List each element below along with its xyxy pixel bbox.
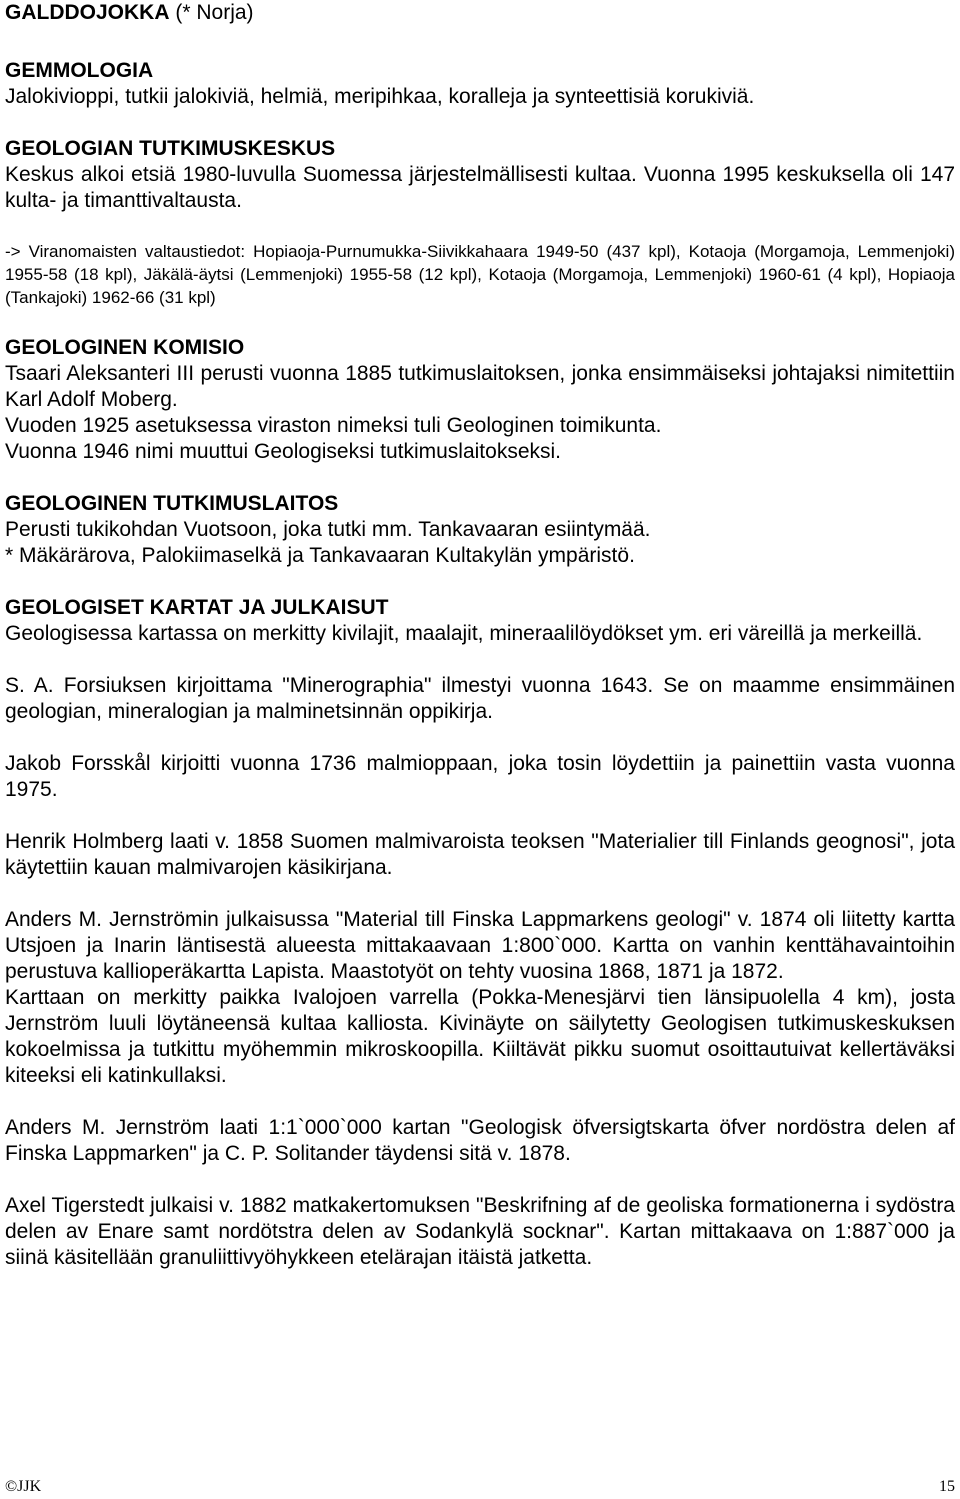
text-kartat-3: Jakob Forsskål kirjoitti vuonna 1736 malmioppaan, joka tosin löydettiin ja painettiin vasta vuonna 1975. [5,752,955,801]
page-footer [5,1478,955,1496]
heading-laitos: GEOLOGINEN TUTKIMUSLAITOS [5,492,339,515]
text-kartat-2: S. A. Forsiuksen kirjoittama "Minerographia" ilmestyi vuonna 1643. Se on maamme ensimmäinen geologian, mineralogian ja malminetsinnän oppikirja. [5,674,955,723]
text-komisio-2: Vuoden 1925 asetuksessa viraston nimeksi tuli Geologinen toimikunta. [5,414,662,437]
heading-kartat: GEOLOGISET KARTAT JA JULKAISUT [5,596,389,619]
text-kartat-6: Karttaan on merkitty paikka Ivalojoen varrella (Pokka-Menesjärvi tien länsipuolella 4 km), josta Jernström luuli löytäneensä kultaa kalliosta. Kivinäyte on säilytetty Geologisen tutkimuskeskuksen kokoelmissa ja tutkittu myöhemmin mikroskoopilla. Kiiltävät pikku suomut osoittautuivat kellertäväksi kiteeksi eli katinkullaksi. [5,986,955,1087]
text-laitos-2: * Mäkärärova, Palokiimaselkä ja Tankavaaran Kultakylän ympäristö. [5,544,635,567]
text-kartat-4: Henrik Holmberg laati v. 1858 Suomen malmivaroista teoksen "Materialier till Finlands geognosi", jota käytettiin kauan malmivarojen käsikirjana. [5,830,955,879]
text-kartat-5: Anders M. Jernströmin julkaisussa "Material till Finska Lappmarkens geologi" v. 1874 oli liitetty kartta Utsjoen ja Inarin läntisestä alueesta mittakaavaan 1:800`000. Kartta on vanhin kenttähavaintoihin perustuva kallioperäkartta Lapista. Maastotyöt on tehty vuosina 1868, 1871 ja 1872. [5,908,955,983]
footer-copyright: ©JJK [5,1478,42,1495]
heading-gemmologia: GEMMOLOGIA [5,59,154,82]
title-note: (* Norja) [175,1,254,24]
document-page [5,0,955,1271]
footer-page-number: 15 [939,1478,955,1495]
note-gtk-claims: -> Viranomaisten valtaustiedot: Hopiaoja-Purnumukka-Siivikkahaara 1949-50 (437 kpl), Kotaoja (Morgamoja, Lemmenjoki) 1955-58 (18 kpl), Jäkälä-äytsi (Lemmenjoki) 1955-58 (12 kpl), Kotaoja (Morgamoja, Lemmenjoki) 1960-61 (4 kpl), Hopiaoja (Tankajoki) 1962-66 (31 kpl) [5,242,955,307]
heading-gtk: GEOLOGIAN TUTKIMUSKESKUS [5,137,336,160]
text-gtk: Keskus alkoi etsiä 1980-luvulla Suomessa järjestelmällisesti kultaa. Vuonna 1995 keskuksella oli 147 kulta- ja timanttivaltausta. [5,163,955,212]
text-komisio-1: Tsaari Aleksanteri III perusti vuonna 1885 tutkimuslaitoksen, jonka ensimmäiseksi johtajaksi nimitettiin Karl Adolf Moberg. [5,362,955,411]
text-kartat-8: Axel Tigerstedt julkaisi v. 1882 matkakertomuksen "Beskrifning af de geoliska formationerna i sydöstra delen av Enare samt nordötstra delen av Sodankylä socknar". Kartan mittakaava on 1:887`000 ja siinä käsitellään granuliittivyöhykkeen etelärajan itäistä jatketta. [5,1194,955,1269]
text-kartat-1: Geologisessa kartassa on merkitty kivilajit, maalajit, mineraalilöydökset ym. eri väreillä ja merkeillä. [5,622,923,645]
heading-komisio: GEOLOGINEN KOMISIO [5,336,245,359]
text-gemmologia: Jalokivioppi, tutkii jalokiviä, helmiä, meripihkaa, koralleja ja synteettisiä korukiviä. [5,85,755,108]
title-name: GALDDOJOKKA [5,1,170,24]
text-komisio-3: Vuonna 1946 nimi muuttui Geologiseksi tutkimuslaitokseksi. [5,440,561,463]
text-laitos-1: Perusti tukikohdan Vuotsoon, joka tutki mm. Tankavaaran esiintymää. [5,518,651,541]
page-title [5,0,955,26]
text-kartat-7: Anders M. Jernström laati 1:1`000`000 kartan "Geologisk öfversigtskarta öfver nordöstra delen af Finska Lappmarken" ja C. P. Solitander täydensi sitä v. 1878. [5,1116,955,1165]
